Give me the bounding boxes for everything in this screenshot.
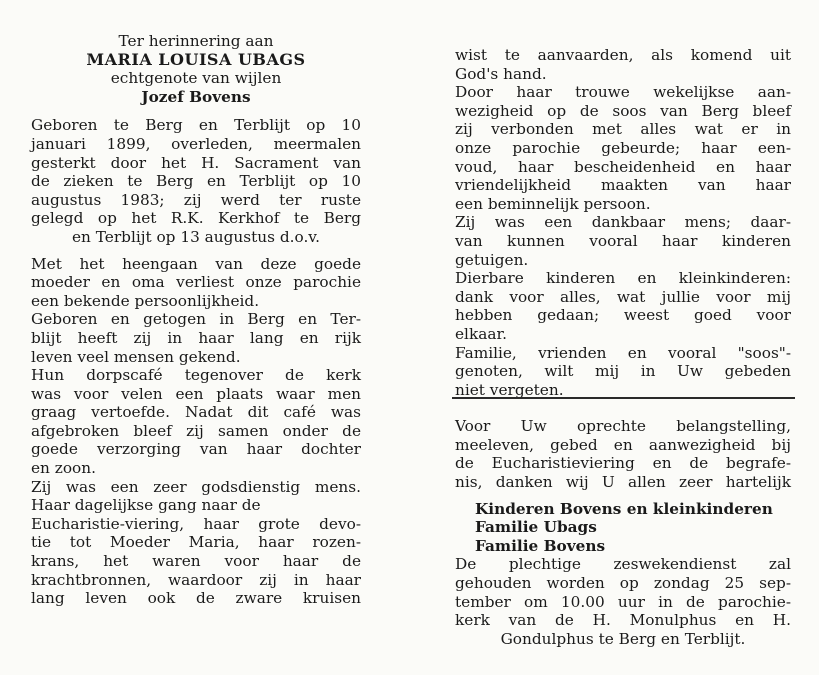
- text-line: de Eucharistieviering en de begrafe-: [455, 454, 791, 473]
- text-line: kerk van de H. Monulphus en H.: [455, 611, 791, 630]
- text-line: Door haar trouwe wekelijkse aan-: [455, 83, 791, 102]
- text-line: een bekende persoonlijkheid.: [31, 291, 260, 310]
- text-line: Gondulphus te Berg en Terblijt.: [500, 629, 746, 648]
- text-line: vriendelijkheid maakten van haar: [455, 176, 791, 195]
- deceased-name: MARIA LOUISA UBAGS: [86, 49, 306, 69]
- text-line: gesterkt door het H. Sacrament van: [31, 153, 361, 172]
- text-line: Met het heengaan van deze goede: [31, 254, 361, 273]
- header-spouse-intro: echtgenote van wijlen: [110, 69, 282, 88]
- signatures: [455, 500, 791, 556]
- text-line: God's hand.: [455, 64, 547, 83]
- text-line: Geboren en getogen in Berg en Ter-: [31, 310, 361, 329]
- text-line: Geboren te Berg en Terblijt op 10: [31, 116, 361, 135]
- paragraph-born-raised: [31, 310, 361, 366]
- section-divider: [452, 397, 795, 399]
- text-line: blijt heeft zij in haar lang en rijk: [31, 328, 361, 347]
- text-line: nis, danken wij U allen zeer hartelijk: [455, 473, 791, 492]
- text-line: lang leven ook de zware kruisen: [31, 589, 361, 608]
- paragraph-service: [455, 555, 791, 648]
- right-column: [455, 46, 791, 648]
- text-line: graag vertoefde. Nadat dit café was: [31, 403, 361, 422]
- paragraph-thanks: [455, 417, 791, 491]
- text-line: Haar dagelijkse gang naar de: [31, 496, 261, 515]
- text-line: meeleven, gebed en aanwezigheid bij: [455, 435, 791, 454]
- text-line: niet vergeten.: [455, 380, 564, 399]
- text-line: leven veel mensen gekend.: [31, 347, 241, 366]
- text-line: Zij was een dankbaar mens; daar-: [455, 213, 791, 232]
- text-line: zij verbonden met alles wat er in: [455, 120, 791, 139]
- text-line: krans, het waren voor haar de: [31, 552, 361, 571]
- paragraph-soos: [455, 83, 791, 213]
- text-line: dank voor alles, wat jullie voor mij: [455, 287, 791, 306]
- paragraph-birth-death: [31, 116, 361, 246]
- text-line: Eucharistie-viering, haar grote devo-: [31, 514, 361, 533]
- text-line: Hun dorpscafé tegenover de kerk: [31, 366, 361, 385]
- signature-line: Kinderen Bovens en kleinkinderen: [475, 499, 773, 518]
- text-line: gehouden worden op zondag 25 sep-: [455, 574, 791, 593]
- text-line: wezigheid op de soos van Berg bleef: [455, 101, 791, 120]
- text-line: Zij was een zeer godsdienstig mens.: [31, 477, 361, 496]
- text-line: van kunnen vooral haar kinderen: [455, 231, 791, 250]
- text-line: moeder en oma verliest onze parochie: [31, 273, 361, 292]
- text-line: de zieken te Berg en Terblijt op 10: [31, 172, 361, 191]
- text-line: Familie, vrienden en vooral "soos"-: [455, 343, 791, 362]
- paragraph-friends: [455, 344, 791, 400]
- paragraph-continued: [455, 46, 791, 83]
- left-column: [31, 32, 361, 608]
- text-line: elkaar.: [455, 324, 507, 343]
- signature-line: Familie Bovens: [475, 536, 606, 555]
- text-line: een beminnelijk persoon.: [455, 194, 651, 213]
- text-line: genoten, wilt mij in Uw gebeden: [455, 362, 791, 381]
- paragraph-children: [455, 269, 791, 343]
- paragraph-faith: [31, 478, 361, 608]
- text-line: wist te aanvaarden, als komend uit: [455, 46, 791, 64]
- paragraph-cafe: [31, 366, 361, 478]
- text-line: goede verzorging van haar dochter: [31, 440, 361, 459]
- text-line: De plechtige zeswekendienst zal: [455, 555, 791, 574]
- text-line: tie tot Moeder Maria, haar rozen-: [31, 533, 361, 552]
- text-line: Voor Uw oprechte belangstelling,: [455, 417, 791, 436]
- text-line: getuigen.: [455, 250, 529, 269]
- paragraph-passing: [31, 255, 361, 311]
- text-line: tember om 10.00 uur in de parochie-: [455, 592, 791, 611]
- paragraph-grateful: [455, 213, 791, 269]
- header-intro: Ter herinnering aan: [118, 32, 274, 50]
- text-line: augustus 1983; zij werd ter ruste: [31, 190, 361, 209]
- text-line: Dierbare kinderen en kleinkinderen:: [455, 269, 791, 288]
- signature-line: Familie Ubags: [475, 518, 597, 537]
- text-line: afgebroken bleef zij samen onder de: [31, 421, 361, 440]
- text-line: gelegd op het R.K. Kerkhof te Berg: [31, 209, 361, 228]
- text-line: onze parochie gebeurde; haar een-: [455, 138, 791, 157]
- spouse-name: Jozef Bovens: [141, 87, 251, 106]
- text-line: januari 1899, overleden, meermalen: [31, 134, 361, 153]
- text-line: was voor velen een plaats waar men: [31, 384, 361, 403]
- text-line: hebben gedaan; weest goed voor: [455, 306, 791, 325]
- text-line: en Terblijt op 13 augustus d.o.v.: [72, 227, 320, 246]
- text-line: voud, haar bescheidenheid en haar: [455, 157, 791, 176]
- text-line: en zoon.: [31, 459, 96, 478]
- text-line: krachtbronnen, waardoor zij in haar: [31, 570, 361, 589]
